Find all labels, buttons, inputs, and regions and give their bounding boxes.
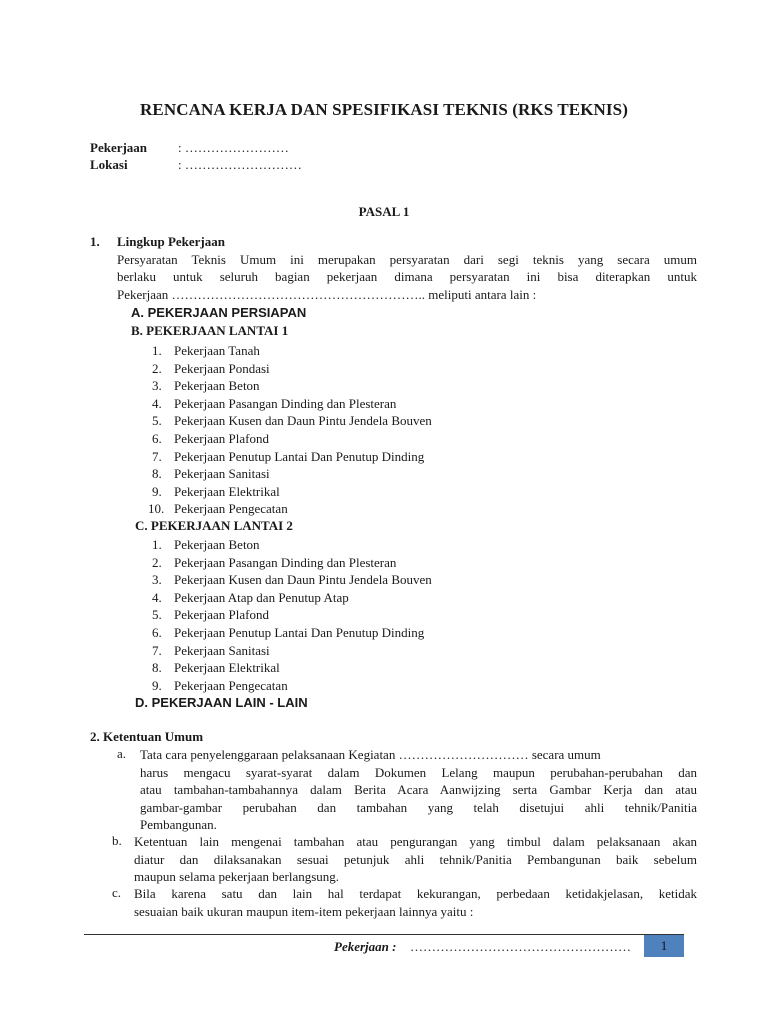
list-item-label: Pekerjaan Atap dan Penutup Atap: [174, 589, 349, 605]
section-1-para-line-1: Persyaratan Teknis Umum ini merupakan persyaratan dari segi teknis yang secara umum: [117, 252, 697, 267]
list-item: [148, 500, 432, 518]
item-a-line-1: Tata cara penyelenggaraan pelaksanaan Kegiatan ………………………… secara umum: [140, 747, 601, 762]
list-item-label: Pekerjaan Kusen dan Daun Pintu Jendela Bouven: [174, 572, 432, 588]
list-number: 4.: [152, 395, 162, 411]
item-a-line-2: harus mengacu syarat-syarat dalam Dokumen Lelang maupun perubahan-perubahan dan: [140, 765, 697, 780]
list-number: 6.: [152, 430, 162, 446]
list-item: [152, 395, 432, 413]
item-b-line-3: maupun selama pekerjaan berlangsung.: [134, 869, 340, 884]
list-number: 7.: [152, 448, 162, 464]
list-item-label: Pekerjaan Pasangan Dinding dan Plesteran: [174, 395, 397, 411]
list-item-label: Pekerjaan Kusen dan Daun Pintu Jendela Bouven: [174, 413, 432, 429]
item-a-marker: a.: [117, 746, 127, 761]
list-item-label: Pekerjaan Pengecatan: [174, 677, 288, 693]
list-item: [152, 536, 432, 554]
list-item: [152, 554, 432, 572]
section-1-para-line-2: berlaku untuk seluruh bagian pekerjaan dimana persyaratan ini bisa diterapkan untuk: [117, 269, 697, 284]
item-a-line-4: gambar-gambar perubahan dan tambahan yang telah disetujui ahli tehnik/Panitia: [140, 800, 697, 815]
list-number: 4.: [152, 589, 162, 605]
list-item-label: Pekerjaan Penutup Lantai Dan Penutup Dinding: [174, 448, 425, 464]
list-item: [152, 677, 432, 695]
list-number: 1.: [152, 537, 162, 552]
list-number: 7.: [152, 642, 162, 658]
list-item-label: Pekerjaan Penutup Lantai Dan Penutup Dinding: [174, 624, 425, 640]
item-a-line-3: atau tambahan-tambahannya dalam Berita Acara Aanwijzing serta Gambar Kerja dan atau: [140, 782, 697, 797]
field-label-lokasi: Lokasi: [90, 157, 128, 172]
section-1-number: 1.: [90, 234, 100, 249]
footer-divider: [84, 934, 684, 935]
list-item: [152, 377, 432, 395]
list-item-label: Pekerjaan Sanitasi: [174, 466, 270, 482]
pasal-heading: PASAL 1: [358, 204, 410, 219]
list-number: 8.: [152, 466, 162, 482]
list-item: [152, 360, 432, 378]
subheading-a: A. PEKERJAAN PERSIAPAN: [131, 305, 307, 320]
document-title: RENCANA KERJA DAN SPESIFIKASI TEKNIS (RKS TEKNIS): [140, 100, 628, 119]
list-item-label: Pekerjaan Pengecatan: [174, 501, 288, 517]
list-item: [152, 412, 432, 430]
item-b-line-2: diatur dan dilaksanakan sesuai petunjuk ahli tehnik/Panitia Pembangunan baik sebelum: [134, 852, 697, 867]
list-number: 2.: [152, 360, 162, 376]
list-item: [152, 659, 432, 677]
list-number: 5.: [152, 413, 162, 429]
list-lantai-2: [152, 536, 432, 694]
item-b-line-1: Ketentuan lain mengenai tambahan atau pengurangan yang timbul dalam pelaksanaan akan: [134, 834, 697, 849]
item-c-line-2: sesuaian baik ukuran maupun item-item pekerjaan lainnya yaitu :: [134, 904, 474, 919]
field-value-pekerjaan: : ……………………: [178, 140, 289, 155]
list-number: 9.: [152, 483, 162, 499]
list-number: 9.: [152, 677, 162, 693]
list-number: 1.: [152, 343, 162, 358]
field-value-lokasi: : ………………………: [178, 157, 302, 172]
list-item-label: Pekerjaan Pondasi: [174, 360, 270, 376]
list-number: 3.: [152, 572, 162, 588]
list-number: 5.: [152, 607, 162, 623]
section-2-heading: 2. Ketentuan Umum: [90, 729, 204, 744]
list-item: [152, 448, 432, 466]
list-item-label: Pekerjaan Plafond: [174, 607, 269, 623]
list-number: 10.: [148, 501, 165, 517]
page-number-badge: 1: [644, 935, 684, 957]
list-item: [152, 606, 432, 624]
footer-dots: ……………………………………………: [410, 939, 631, 954]
field-label-pekerjaan: Pekerjaan: [90, 140, 148, 155]
list-item: [152, 342, 432, 360]
list-item-label: Pekerjaan Pasangan Dinding dan Plesteran: [174, 554, 397, 570]
list-item: [152, 624, 432, 642]
item-c-marker: c.: [112, 885, 122, 900]
list-item-label: Pekerjaan Sanitasi: [174, 642, 270, 658]
list-lantai-1: [148, 342, 432, 518]
list-item: [152, 642, 432, 660]
section-1-para-line-3: Pekerjaan ………………………………………………….. meliputi antara lain :: [117, 287, 537, 302]
section-1-heading: Lingkup Pekerjaan: [117, 234, 225, 249]
list-item: [152, 589, 432, 607]
list-item: [152, 483, 432, 501]
list-number: 3.: [152, 378, 162, 394]
list-item-label: Pekerjaan Tanah: [174, 343, 260, 358]
item-c-line-1: Bila karena satu dan lain hal terdapat kekurangan, perbedaan ketidakjelasan, ketidak: [134, 886, 697, 901]
list-item-label: Pekerjaan Plafond: [174, 430, 269, 446]
list-item-label: Pekerjaan Beton: [174, 537, 260, 552]
list-number: 2.: [152, 554, 162, 570]
subheading-d: D. PEKERJAAN LAIN - LAIN: [135, 695, 308, 710]
footer-label: Pekerjaan :: [334, 939, 397, 954]
item-a-line-5: Pembangunan.: [140, 817, 217, 832]
list-item-label: Pekerjaan Elektrikal: [174, 483, 280, 499]
list-item: [152, 571, 432, 589]
subheading-c: C. PEKERJAAN LANTAI 2: [135, 518, 293, 533]
list-item-label: Pekerjaan Beton: [174, 378, 260, 394]
list-item: [152, 430, 432, 448]
list-number: 8.: [152, 660, 162, 676]
list-item-label: Pekerjaan Elektrikal: [174, 660, 280, 676]
list-item: [152, 465, 432, 483]
list-number: 6.: [152, 624, 162, 640]
item-b-marker: b.: [112, 833, 122, 848]
subheading-b: B. PEKERJAAN LANTAI 1: [131, 323, 289, 338]
